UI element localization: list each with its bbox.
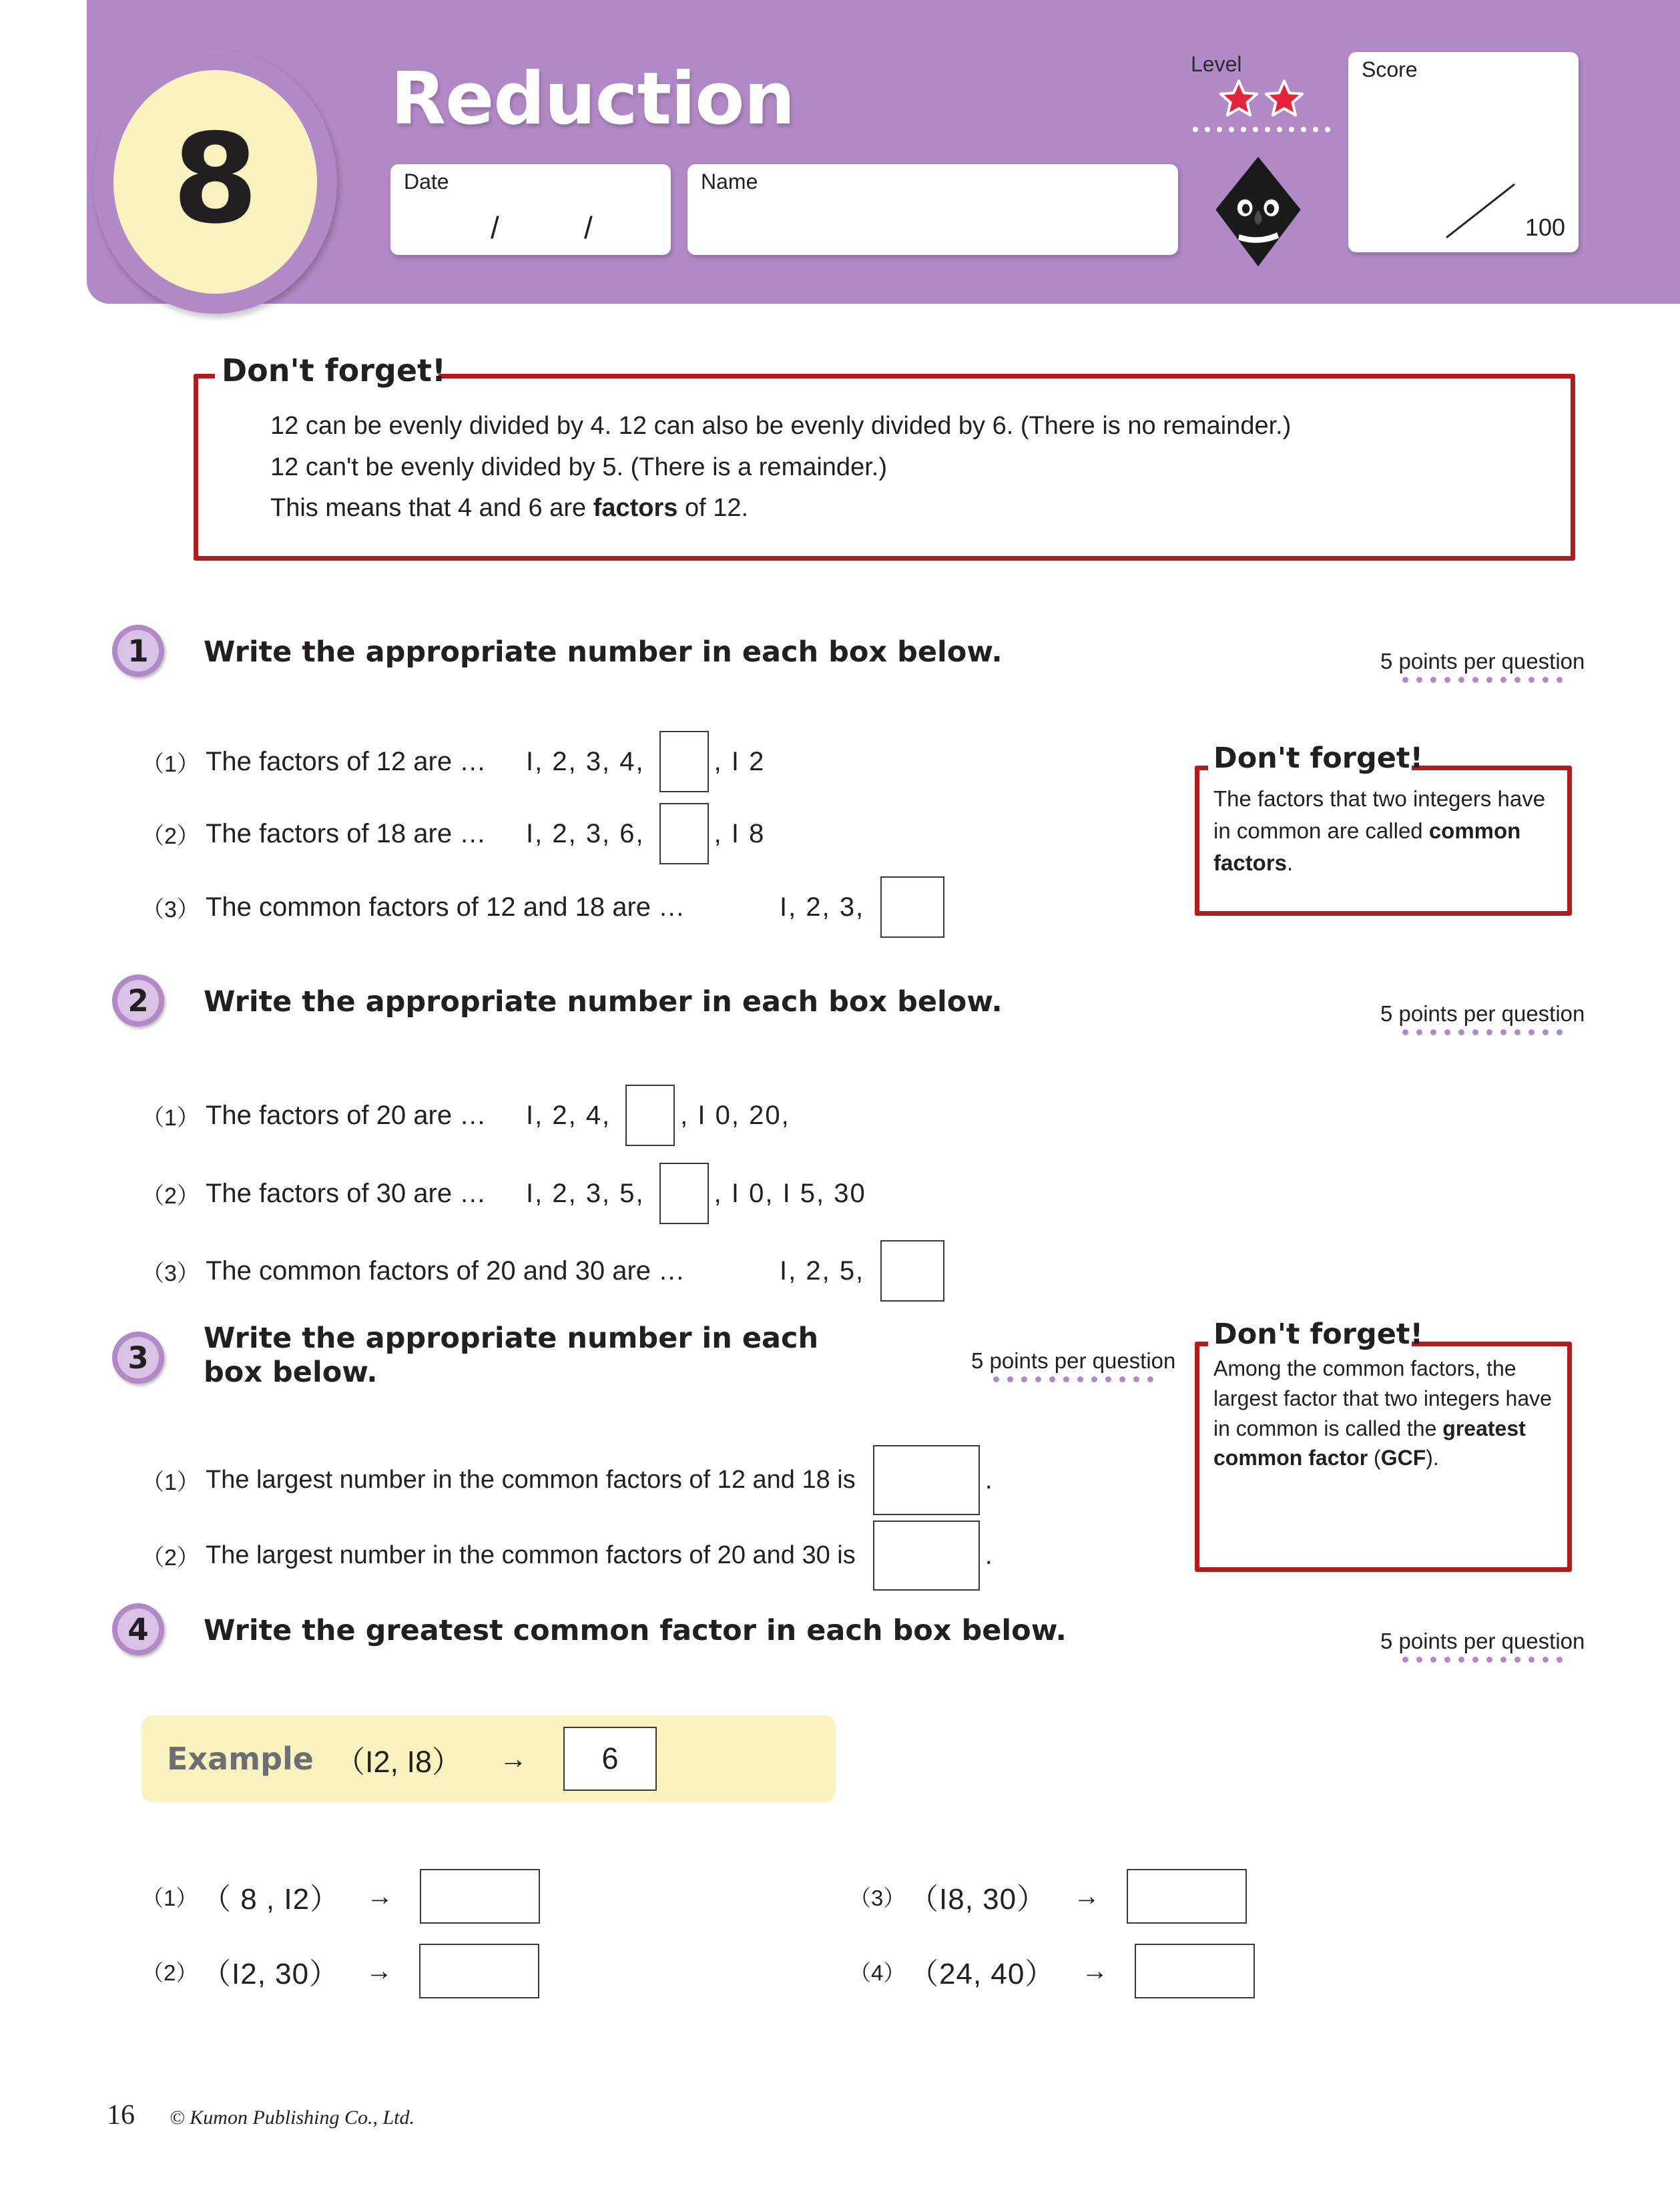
q4-item-2	[142, 1944, 539, 1998]
score-total: 100	[1524, 214, 1565, 241]
question-number-1	[112, 625, 164, 677]
points-label: 5 points per question	[1380, 1629, 1585, 1653]
question-number-3	[112, 1332, 164, 1384]
side1-before: The factors that two integers have in common are called	[1213, 786, 1546, 843]
q2-item-2-before: I, 2, 3, 5,	[526, 1178, 645, 1208]
dont-forget-title: Don't forget!	[222, 352, 447, 388]
side1-bold: common factors	[1213, 818, 1521, 875]
q1-item-3-label: （3）	[142, 896, 200, 922]
q4-item-3-arrow-icon: →	[1073, 1881, 1101, 1911]
example-pair: （I2, I8）	[334, 1744, 463, 1779]
q4-item-3	[849, 1869, 1247, 1924]
q2-item-1	[142, 1085, 790, 1146]
dont-forget-main-text	[270, 406, 1538, 529]
q1-item-1-before: I, 2, 3, 4,	[526, 746, 645, 776]
q3-item-1-answer-box[interactable]	[873, 1445, 980, 1515]
q1-item-2-label: （2）	[142, 823, 200, 849]
copyright-text: © Kumon Publishing Co., Ltd.	[170, 2107, 415, 2129]
question-2-title: Write the appropriate number in each box below.	[204, 985, 1003, 1019]
date-label: Date	[404, 170, 449, 194]
question-3-points	[971, 1348, 1175, 1382]
q4-item-1-label: （1）	[142, 1885, 198, 1910]
question-3-title	[204, 1322, 818, 1389]
side2-bold2: GCF	[1380, 1446, 1426, 1470]
page-title: Reduction	[390, 57, 795, 141]
q4-item-4-label: （4）	[849, 1960, 906, 1985]
question-number-1-text: 1	[117, 630, 159, 671]
date-slash-1: /	[491, 210, 499, 245]
q4-item-2-answer-box[interactable]	[419, 1944, 539, 1998]
question-number-2	[112, 975, 164, 1027]
q2-item-3-before: I, 2, 5,	[780, 1256, 865, 1286]
worksheet-number: 8	[172, 107, 258, 251]
line3-bold: factors	[593, 494, 678, 523]
example-strip	[142, 1715, 836, 1802]
q3-item-2-text: The largest number in the common factors of 20 and 30 is	[206, 1541, 856, 1569]
q2-item-1-label: （1）	[142, 1105, 200, 1131]
q2-item-3-answer-box[interactable]	[880, 1240, 944, 1302]
q1-item-3-before: I, 2, 3,	[780, 892, 865, 922]
dont-forget-line-1: 12 can be evenly divided by 4. 12 can also be evenly divided by 6. (There is no remainder.)	[270, 412, 1292, 440]
q2-item-2-after: , I 0, I 5, 30	[714, 1178, 866, 1208]
score-field[interactable]	[1348, 52, 1579, 252]
points-label: 5 points per question	[1380, 1001, 1585, 1026]
q1-item-1-label: （1）	[142, 751, 200, 777]
question-2-points	[1380, 1001, 1585, 1035]
q1-item-3-answer-box[interactable]	[880, 876, 944, 938]
worksheet-number-badge	[93, 50, 337, 314]
q3-item-1	[142, 1445, 993, 1515]
q1-item-1-answer-box[interactable]	[659, 731, 709, 792]
q2-item-3	[142, 1240, 944, 1302]
side1-after: .	[1287, 850, 1294, 875]
level-label: Level	[1191, 52, 1242, 76]
q3-item-2-after: .	[985, 1541, 993, 1570]
name-field[interactable]	[687, 164, 1178, 255]
footer	[107, 2099, 414, 2131]
example-label: Example	[167, 1741, 314, 1777]
q4-item-3-label: （3）	[849, 1885, 906, 1910]
q1-item-2-before: I, 2, 3, 6,	[526, 818, 645, 848]
dont-forget-side-2-text	[1213, 1354, 1557, 1473]
q2-item-1-answer-box[interactable]	[625, 1085, 675, 1146]
q2-item-2-text: The factors of 30 are …	[206, 1178, 487, 1208]
side2-mid: (	[1368, 1446, 1381, 1470]
q3-item-2-answer-box[interactable]	[873, 1521, 980, 1591]
q1-item-3	[142, 876, 944, 938]
q4-item-1-answer-box[interactable]	[420, 1869, 540, 1924]
q1-item-1	[142, 731, 765, 792]
q1-item-2-after: , I 8	[714, 818, 766, 848]
date-slash-2: /	[584, 210, 593, 245]
example-answer-box: 6	[563, 1727, 657, 1791]
q2-item-1-after: , I 0, 20,	[680, 1100, 790, 1130]
q2-item-2-answer-box[interactable]	[659, 1163, 709, 1224]
date-field[interactable]	[390, 164, 671, 255]
q1-item-1-after: , I 2	[714, 746, 766, 776]
q4-item-4	[849, 1944, 1255, 1998]
dont-forget-side-2-title: Don't forget!	[1213, 1318, 1424, 1351]
line3-before: This means that 4 and 6 are	[270, 494, 593, 523]
question-4-points	[1380, 1629, 1585, 1663]
example-arrow-icon: →	[499, 1743, 528, 1774]
name-label: Name	[701, 170, 758, 194]
question-3-title-line1: Write the appropriate number in each	[204, 1322, 819, 1355]
q2-item-1-text: The factors of 20 are …	[206, 1100, 487, 1130]
question-number-3-text: 3	[117, 1337, 159, 1378]
q2-item-1-before: I, 2, 4,	[526, 1100, 611, 1130]
q3-item-1-label: （1）	[142, 1470, 200, 1495]
q2-item-3-text: The common factors of 20 and 30 are …	[206, 1256, 685, 1286]
line3-after: of 12.	[677, 494, 749, 523]
score-divider-slash	[1444, 182, 1517, 240]
question-3-title-line2: box below.	[204, 1355, 378, 1389]
diamond-mascot-icon	[1201, 155, 1315, 268]
q2-item-2	[142, 1163, 866, 1224]
q4-item-3-pair: （I8, 30）	[909, 1883, 1047, 1916]
dont-forget-side-1-text	[1213, 783, 1557, 879]
level-dot-divider	[1188, 123, 1335, 135]
dont-forget-side-box-2	[1195, 1318, 1572, 1572]
points-label: 5 points per question	[1380, 649, 1585, 673]
level-indicator	[1188, 52, 1335, 135]
side2-before: Among the common factors, the largest factor that two integers have in common is called the	[1213, 1356, 1552, 1440]
q1-item-2-text: The factors of 18 are …	[206, 818, 487, 848]
question-1-points	[1380, 649, 1585, 683]
level-stars	[1188, 79, 1335, 119]
dont-forget-side-1-title: Don't forget!	[1213, 742, 1424, 775]
q2-item-2-label: （2）	[142, 1183, 200, 1209]
star-icon	[1264, 79, 1305, 119]
q4-item-2-label: （2）	[142, 1960, 198, 1985]
q1-item-2-answer-box[interactable]	[659, 803, 709, 864]
q1-item-2	[142, 803, 765, 864]
star-icon	[1218, 79, 1259, 119]
q4-item-4-pair: （24, 40）	[909, 1958, 1055, 1990]
q4-item-3-answer-box[interactable]	[1127, 1869, 1247, 1924]
question-1-title: Write the appropriate number in each box below.	[204, 635, 1003, 669]
question-number-4-text: 4	[117, 1609, 159, 1650]
q3-item-2-label: （2）	[142, 1545, 200, 1571]
dont-forget-line-3	[270, 488, 1538, 529]
dont-forget-main-box	[194, 352, 1575, 561]
q4-item-1	[142, 1869, 540, 1924]
q3-item-1-after: .	[985, 1465, 993, 1494]
question-number-2-text: 2	[117, 980, 159, 1021]
points-label: 5 points per question	[971, 1348, 1176, 1373]
dont-forget-side-box-1	[1195, 742, 1572, 916]
q4-item-4-arrow-icon: →	[1081, 1956, 1109, 1986]
q4-item-2-arrow-icon: →	[366, 1956, 393, 1986]
q4-item-1-pair: （ 8 , I2）	[202, 1883, 340, 1916]
side2-bold: greatest common factor	[1213, 1416, 1526, 1470]
q3-item-1-text: The largest number in the common factors of 12 and 18 is	[206, 1466, 856, 1494]
q3-item-2	[142, 1521, 993, 1591]
q4-item-2-pair: （I2, 30）	[202, 1958, 340, 1990]
q4-item-4-answer-box[interactable]	[1135, 1944, 1255, 1998]
page-number: 16	[107, 2100, 135, 2131]
question-number-4	[112, 1603, 164, 1655]
q4-item-1-arrow-icon: →	[366, 1881, 394, 1911]
q2-item-3-label: （3）	[142, 1260, 200, 1286]
q1-item-3-text: The common factors of 12 and 18 are …	[206, 892, 685, 922]
side2-after: ).	[1426, 1446, 1439, 1470]
dont-forget-line-2: 12 can't be evenly divided by 5. (There is a remainder.)	[270, 453, 887, 481]
q1-item-1-text: The factors of 12 are …	[206, 746, 487, 776]
question-4-title: Write the greatest common factor in each box below.	[204, 1614, 1067, 1647]
score-label: Score	[1362, 57, 1418, 81]
